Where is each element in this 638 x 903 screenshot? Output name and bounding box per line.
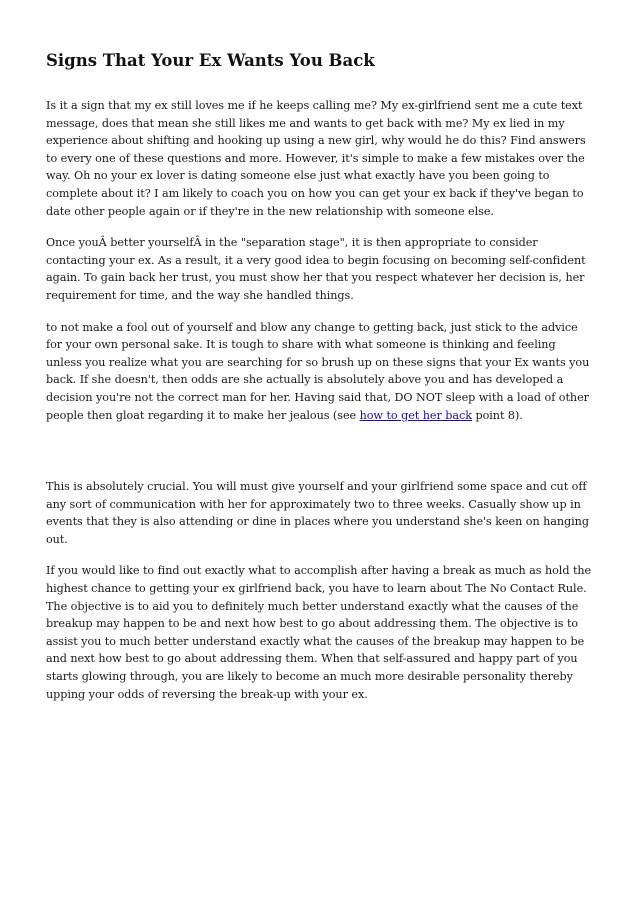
document-title: Signs That Your Ex Wants You Back — [46, 51, 375, 70]
paragraph-3-text-before: to not make a fool out of yourself and blow any change to getting back, just stick to the advice for your own personal sake. It is tough to share with what someone is thinking and feeling unless you realize what you are searching for so brush up on these signs that your Ex wants you back. If she doesn't, then odds are she actually is absolutely above you and has developed a decision you're not the correct man for her. Having said that, DO NOT sleep with a load of other people then gloat regarding it to make her jealous (see — [46, 320, 590, 422]
paragraph-3 — [46, 319, 594, 425]
how-to-get-her-back-link[interactable]: how to get her back — [359, 408, 472, 422]
paragraph-3-text-after: point 8). — [471, 408, 523, 422]
paragraph-4: This is absolutely crucial. You will must give yourself and your girlfriend some space and cut off any sort of communication with her for approximately two to three weeks. Casually show up in events that they is also attending or dine in places where you understand she's keen on hanging out. — [46, 480, 589, 546]
document-page — [46, 50, 594, 717]
paragraph-2: Once youÂ better yourselfÂ in the "separation stage", it is then appropriate to consider contacting your ex. As a result, it a very good idea to begin focusing on becoming self-confident again. To gain back her trust, you must show her that you respect whatever her decision is, her requirement for time, and the way she handled things. — [46, 236, 586, 302]
paragraph-1: Is it a sign that my ex still loves me if he keeps calling me? My ex-girlfriend sent me a cute text message, does that mean she still likes me and wants to get back with me? My ex lied in my experience about shifting and hooking up using a new girl, why would he do this? Find answers to every one of these questions and more. However, it's simple to make a few mistakes over the way. Oh no your ex lover is dating someone else just what exactly have you been going to complete about it? I am likely to coach you on how you can get your ex back if they've began to date other people again or if they're in the new relationship with someone else. — [46, 99, 586, 218]
blank-spacer — [46, 438, 594, 478]
paragraph-5: If you would like to find out exactly what to accomplish after having a break as much as hold the highest chance to getting your ex girlfriend back, you have to learn about The No Contact Rule. The objective is to aid you to definitely much better understand exactly what the causes of the breakup may happen to be and next how best to go about addressing them. The objective is to assist you to much better understand exactly what the causes of the breakup may happen to be and next how best to go about addressing them. When that self-assured and happy part of you starts glowing through, you are likely to become an much more desirable personality thereby upping your odds of reversing the break-up with your ex. — [46, 564, 592, 701]
